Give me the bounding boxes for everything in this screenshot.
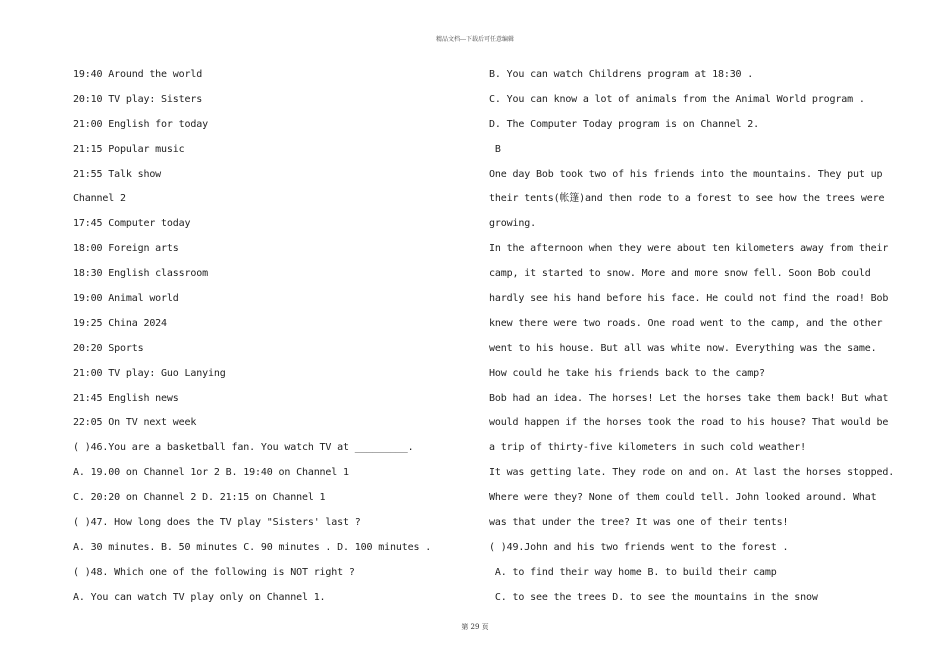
page-header: 精品文档---下载后可任意编辑 xyxy=(435,36,515,43)
text-line: A. You can watch TV play only on Channel 1. xyxy=(73,591,326,603)
text-line: ( )48. Which one of the following is NOT right ? xyxy=(73,566,355,578)
text-line: 21:45 English news xyxy=(73,392,179,404)
text-line: 21:00 TV play: Guo Lanying xyxy=(73,367,226,379)
text-line: It was getting late. They rode on and on. At last the horses stopped. xyxy=(489,467,895,479)
text-line: C. You can know a lot of animals from the Animal World program . xyxy=(489,93,865,105)
text-line: Bob had an idea. The horses! Let the horses take them back! But what xyxy=(489,392,889,404)
text-line: 19:40 Around the world xyxy=(73,69,203,80)
text-line: ( )49.John and his two friends went to the forest . xyxy=(489,541,789,553)
text-line: C. to see the trees D. to see the mountains in the snow xyxy=(489,591,818,603)
text-line: hardly see his hand before his face. He could not find the road! Bob xyxy=(489,293,889,305)
text-line: went to his house. But all was white now. Everything was the same. xyxy=(489,342,877,354)
text-line: One day Bob took two of his friends into the mountains. They put up xyxy=(489,168,883,180)
text-line: their tents(帐篷)and then rode to a forest to see how the trees were xyxy=(489,193,885,205)
text-line: A. 30 minutes. B. 50 minutes C. 90 minutes . D. 100 minutes . xyxy=(73,541,432,553)
text-line: B. You can watch Childrens program at 18:30 . xyxy=(489,69,754,80)
text-line: D. The Computer Today program is on Channel 2. xyxy=(489,118,760,130)
text-line: 18:00 Foreign arts xyxy=(73,243,179,255)
left-column xyxy=(73,68,453,616)
text-line: A. to find their way home B. to build their camp xyxy=(489,566,777,578)
text-line: C. 20:20 on Channel 2 D. 21:15 on Channel 1 xyxy=(73,492,326,504)
text-line: 19:25 China 2024 xyxy=(73,317,167,329)
text-line: Channel 2 xyxy=(73,193,126,205)
text-line: Where were they? None of them could tell. John looked around. What xyxy=(489,492,877,504)
text-line: 19:00 Animal world xyxy=(73,293,179,305)
text-line: 17:45 Computer today xyxy=(73,218,191,230)
page-number: 第 29 页 xyxy=(461,623,489,631)
text-line: 22:05 On TV next week xyxy=(73,417,197,429)
text-line: growing. xyxy=(489,218,536,230)
text-line: would happen if the horses took the road to his house? That would be xyxy=(489,417,889,429)
text-line: In the afternoon when they were about ten kilometers away from their xyxy=(489,243,889,255)
text-line: 21:55 Talk show xyxy=(73,168,162,180)
text-line: camp, it started to snow. More and more snow fell. Soon Bob could xyxy=(489,268,871,280)
text-line: 21:15 Popular music xyxy=(73,143,185,155)
text-line: ( )46.You are a basketball fan. You watch TV at _________. xyxy=(73,442,414,454)
text-line: How could he take his friends back to the camp? xyxy=(489,367,765,379)
text-line: 18:30 English classroom xyxy=(73,268,209,280)
text-line: ( )47. How long does the TV play "Sisters' last ? xyxy=(73,517,361,529)
text-line: 20:20 Sports xyxy=(73,342,144,354)
text-line: was that under the tree? It was one of their tents! xyxy=(489,517,789,529)
text-line: knew there were two roads. One road went to the camp, and the other xyxy=(489,317,883,329)
text-line: a trip of thirty-five kilometers in such cold weather! xyxy=(489,442,807,454)
text-line: B xyxy=(489,143,501,155)
right-column xyxy=(489,68,895,616)
text-line: 21:00 English for today xyxy=(73,118,209,130)
text-line: A. 19.00 on Channel 1or 2 B. 19:40 on Channel 1 xyxy=(73,467,349,479)
text-line: 20:10 TV play: Sisters xyxy=(73,93,203,105)
